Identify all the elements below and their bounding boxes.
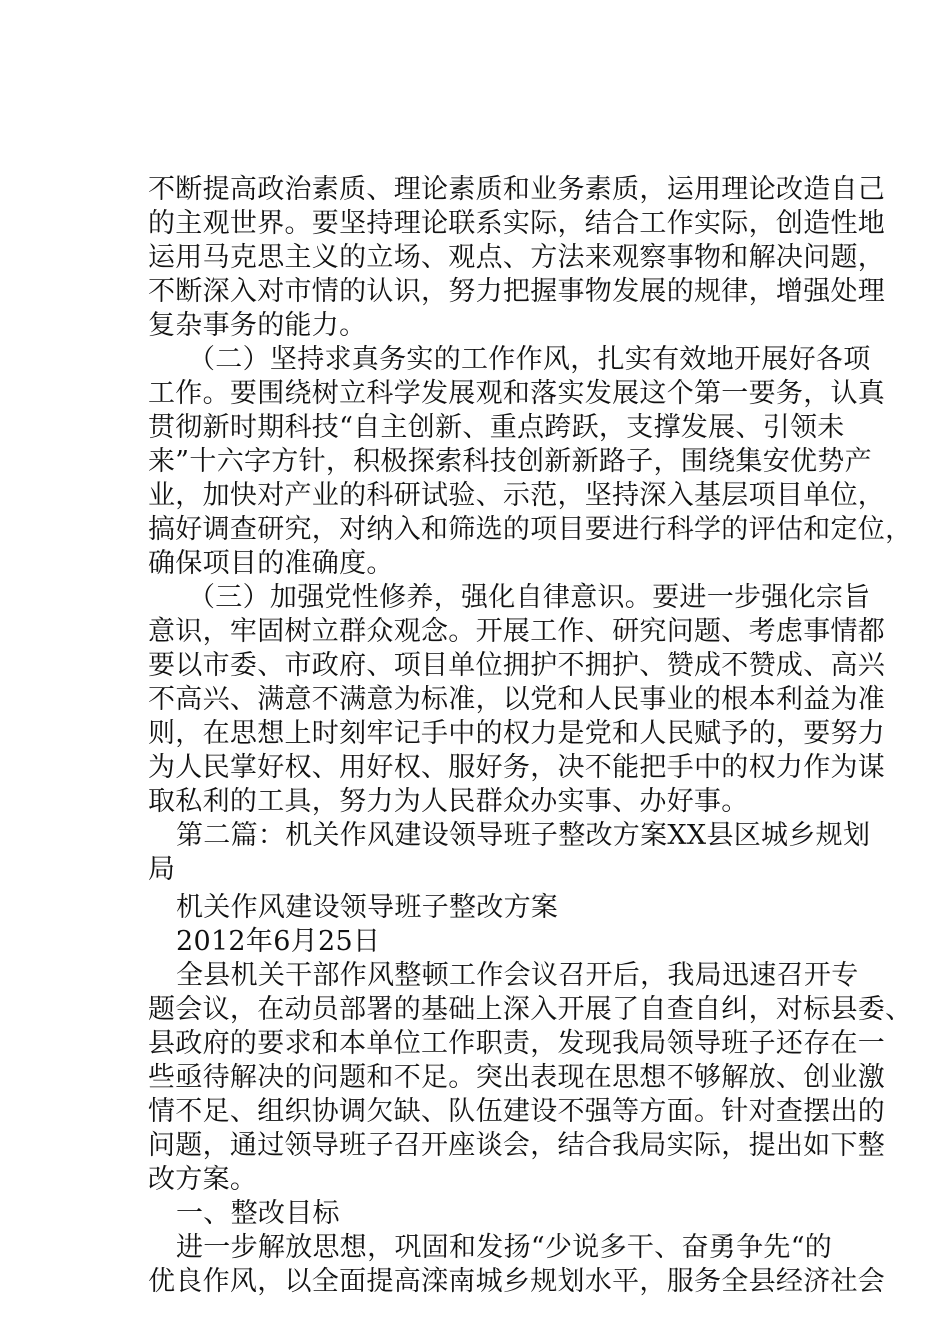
text-line: 问题，通过领导班子召开座谈会，结合我局实际，提出如下整: [148, 1130, 886, 1161]
text-line: 工作。要围绕树立科学发展观和落实发展这个第一要务，认真: [148, 378, 886, 409]
text-line: 要以市委、市政府、项目单位拥护不拥护、赞成不赞成、高兴: [148, 650, 886, 681]
text-line: 确保项目的准确度。: [148, 548, 394, 579]
text-line: 为人民掌好权、用好权、服好务，决不能把手中的权力作为谋: [148, 752, 886, 783]
text-line: 则，在思想上时刻牢记手中的权力是党和人民赋予的，要努力: [148, 718, 886, 749]
text-line: 进一步解放思想，巩固和发扬“少说多干、奋勇争先“的: [176, 1232, 833, 1263]
text-line: 贯彻新时期科技“自主创新、重点跨跃，支撑发展、引领未: [148, 412, 845, 443]
text-line: 业，加快对产业的科研试验、示范，坚持深入基层项目单位，: [148, 480, 886, 511]
text-line: 全县机关干部作风整顿工作会议召开后，我局迅速召开专: [176, 960, 859, 991]
section-title: 第二篇：机关作风建设领导班子整改方案XX县区城乡规划: [176, 820, 871, 851]
text-line: 改方案。: [148, 1164, 258, 1195]
text-line: 不高兴、满意不满意为标准，以党和人民事业的根本利益为准: [148, 684, 886, 715]
section-heading: 一、整改目标: [176, 1198, 340, 1229]
text-line: 情不足、组织协调欠缺、队伍建设不强等方面。针对查摆出的: [148, 1096, 886, 1127]
text-line: 不断深入对市情的认识，努力把握事物发展的规律，增强处理: [148, 276, 886, 307]
paragraph-heading: （二）坚持求真务实的工作作风，扎实有效地开展好各项: [188, 344, 871, 375]
text-line: 搞好调查研究，对纳入和筛选的项目要进行科学的评估和定位，: [148, 514, 913, 545]
section-title-continued: 局: [148, 854, 176, 885]
text-line: 运用马克思主义的立场、观点、方法来观察事物和解决问题，: [148, 242, 886, 273]
text-line: 的主观世界。要坚持理论联系实际，结合工作实际，创造性地: [148, 208, 886, 239]
text-line: 不断提高政治素质、理论素质和业务素质，运用理论改造自己: [148, 174, 886, 205]
text-line: 来”十六字方针，积极探索科技创新新路子，围绕集安优势产: [148, 446, 872, 477]
document-date: 2012年6月25日: [176, 926, 381, 957]
text-line: 题会议，在动员部署的基础上深入开展了自查自纠，对标县委、: [148, 994, 913, 1025]
paragraph-heading: （三）加强党性修养，强化自律意识。要进一步强化宗旨: [188, 582, 871, 613]
text-line: 复杂事务的能力。: [148, 310, 367, 341]
plan-title: 机关作风建设领导班子整改方案: [176, 892, 559, 923]
text-line: 取私利的工具，努力为人民群众办实事、办好事。: [148, 786, 749, 817]
text-line: 优良作风，以全面提高滦南城乡规划水平，服务全县经济社会: [148, 1266, 886, 1297]
text-line: 县政府的要求和本单位工作职责，发现我局领导班子还存在一: [148, 1028, 886, 1059]
text-line: 意识，牢固树立群众观念。开展工作、研究问题、考虑事情都: [148, 616, 886, 647]
text-line: 些亟待解决的问题和不足。突出表现在思想不够解放、创业激: [148, 1062, 886, 1093]
